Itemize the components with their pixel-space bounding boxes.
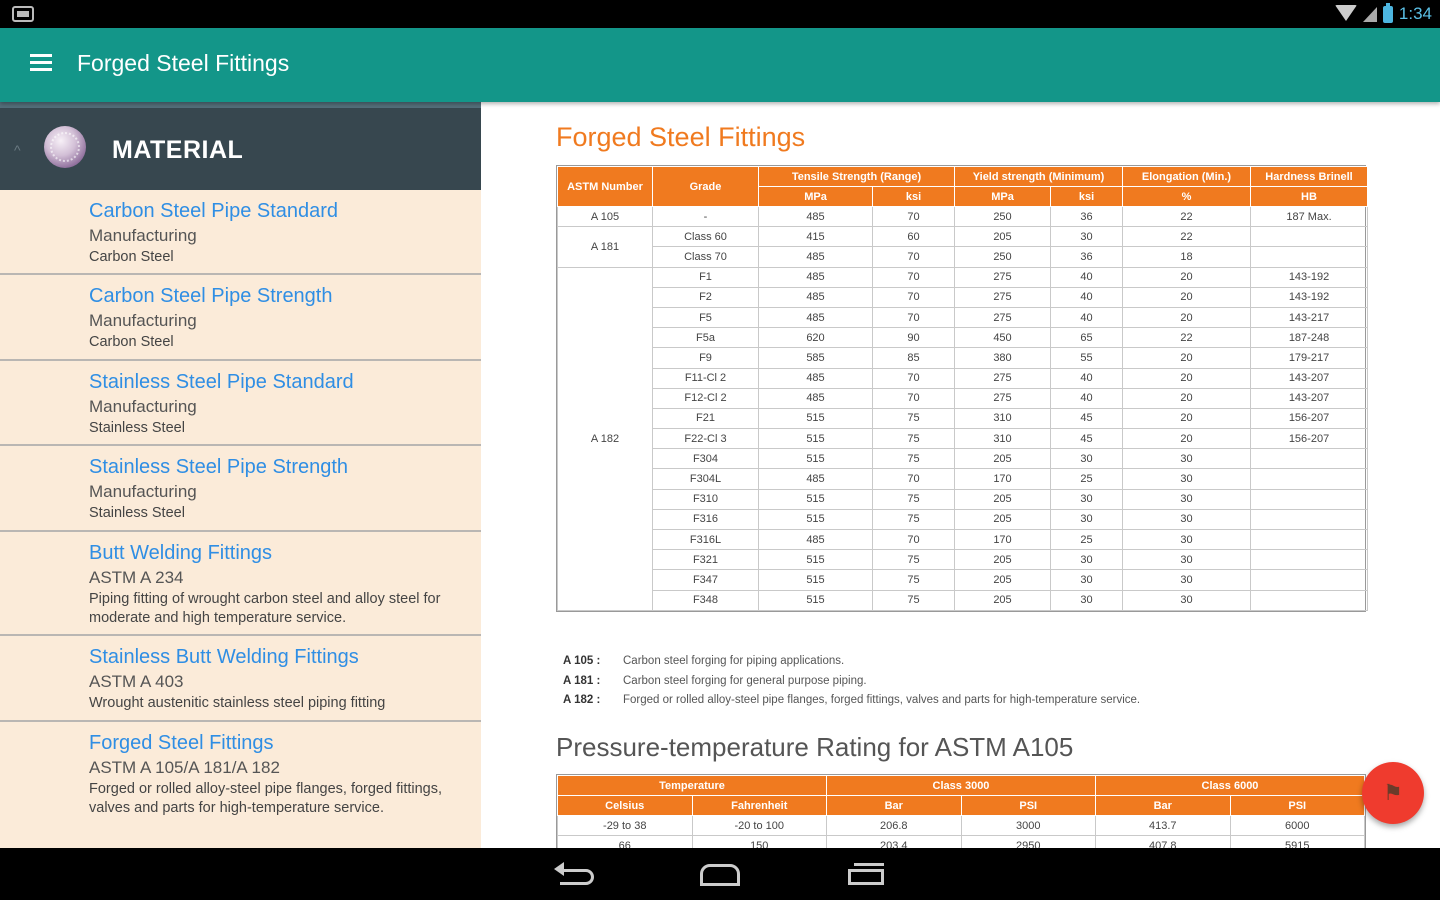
header-tensile-ksi: ksi — [873, 187, 955, 207]
cell-hb — [1251, 489, 1368, 509]
cell-t-ksi: 60 — [873, 227, 955, 247]
notes — [563, 652, 1140, 711]
table-row — [558, 368, 1368, 388]
table-row — [558, 489, 1368, 509]
cell-t-ksi: 70 — [873, 368, 955, 388]
note-text: Carbon steel forging for general purpose piping. — [623, 674, 867, 687]
cell: 2950 — [961, 836, 1096, 849]
cell-grade: F304 — [653, 449, 759, 469]
cell-t-ksi: 90 — [873, 328, 955, 348]
drawer-item[interactable] — [0, 446, 481, 532]
cell: 6000 — [1230, 816, 1365, 836]
cell-el: 22 — [1123, 328, 1251, 348]
cell-y-ksi: 40 — [1051, 368, 1123, 388]
cell-y-ksi: 40 — [1051, 388, 1123, 408]
drawer-item-subtitle: Manufacturing — [89, 226, 197, 245]
cell-y-ksi: 30 — [1051, 489, 1123, 509]
cell-y-mpa: 205 — [955, 509, 1051, 529]
table-row — [558, 469, 1368, 489]
hamburger-icon[interactable] — [30, 54, 52, 72]
astm-cell: A 181 — [558, 227, 653, 267]
cell-grade: F2 — [653, 287, 759, 307]
cell-hb — [1251, 530, 1368, 550]
header-grade: Grade — [653, 167, 759, 207]
cell-y-mpa: 310 — [955, 429, 1051, 449]
battery-icon — [1383, 6, 1393, 23]
cell-el: 20 — [1123, 368, 1251, 388]
cell-t-mpa: 515 — [759, 449, 873, 469]
drawer-item-detail: Carbon Steel — [89, 334, 174, 350]
material-logo-icon — [44, 126, 86, 168]
cell-t-ksi: 75 — [873, 449, 955, 469]
drawer-header-title: MATERIAL — [112, 136, 244, 164]
map-icon: ⚑ — [1383, 780, 1403, 805]
status-icons — [1335, 3, 1432, 25]
drawer-item-subtitle: Manufacturing — [89, 397, 197, 416]
drawer-item[interactable] — [0, 361, 481, 446]
navigation-bar — [0, 848, 1440, 900]
table-row — [558, 307, 1368, 327]
cell-t-mpa: 620 — [759, 328, 873, 348]
cell-hb — [1251, 509, 1368, 529]
recents-icon — [848, 869, 884, 885]
cell-grade: F5 — [653, 307, 759, 327]
cell-y-mpa: 250 — [955, 207, 1051, 227]
cell-grade: F348 — [653, 590, 759, 610]
drawer-item-subtitle: ASTM A 105/A 181/A 182 — [89, 758, 280, 777]
cell-el: 30 — [1123, 550, 1251, 570]
app-bar — [0, 28, 1440, 102]
cell-y-mpa: 205 — [955, 489, 1051, 509]
cell-hb — [1251, 550, 1368, 570]
table-row — [558, 550, 1368, 570]
cell-t-mpa: 515 — [759, 429, 873, 449]
cell-t-ksi: 75 — [873, 570, 955, 590]
cell-el: 30 — [1123, 449, 1251, 469]
cell-el: 30 — [1123, 489, 1251, 509]
header-class-6000: Class 6000 — [1096, 776, 1365, 796]
clock: 1:34 — [1398, 4, 1432, 23]
content-page — [481, 102, 1440, 848]
cell-y-ksi: 25 — [1051, 530, 1123, 550]
header-yield: Yield strength (Minimum) — [955, 167, 1123, 187]
cell-hb: 143-192 — [1251, 287, 1368, 307]
header-tensile: Tensile Strength (Range) — [759, 167, 955, 187]
cell-hb — [1251, 449, 1368, 469]
header-yield-mpa: MPa — [955, 187, 1051, 207]
cell-y-ksi: 55 — [1051, 348, 1123, 368]
cell-y-ksi: 45 — [1051, 429, 1123, 449]
cell-el: 20 — [1123, 307, 1251, 327]
drawer-item-subtitle: Manufacturing — [89, 482, 197, 501]
cell-grade: F316L — [653, 530, 759, 550]
cell-t-mpa: 485 — [759, 207, 873, 227]
cell-t-mpa: 585 — [759, 348, 873, 368]
map-fab-button[interactable] — [1362, 762, 1424, 824]
note-key: A 105 : — [563, 655, 601, 667]
header-temperature: Temperature — [558, 776, 827, 796]
status-bar — [0, 0, 1440, 28]
header-hardness-unit: HB — [1251, 187, 1368, 207]
cell-hb — [1251, 590, 1368, 610]
table-row — [558, 509, 1368, 529]
cell-el: 22 — [1123, 227, 1251, 247]
app-title: Forged Steel Fittings — [77, 50, 290, 76]
cell-y-mpa: 250 — [955, 247, 1051, 267]
drawer-item-detail: Carbon Steel — [89, 249, 174, 265]
header-bar-6000: Bar — [1096, 796, 1231, 816]
drawer-item-title: Forged Steel Fittings — [89, 732, 274, 754]
cell-grade: F316 — [653, 509, 759, 529]
cell-t-mpa: 515 — [759, 509, 873, 529]
cell-el: 30 — [1123, 570, 1251, 590]
note — [563, 691, 1140, 711]
header-elongation-unit: % — [1123, 187, 1251, 207]
table-row — [558, 570, 1368, 590]
table-row — [558, 530, 1368, 550]
cell: 3000 — [961, 816, 1096, 836]
cell-y-mpa: 380 — [955, 348, 1051, 368]
cell-hb — [1251, 570, 1368, 590]
cell-t-ksi: 75 — [873, 489, 955, 509]
cell-t-mpa: 415 — [759, 227, 873, 247]
cell-t-ksi: 70 — [873, 287, 955, 307]
cell-t-mpa: 485 — [759, 247, 873, 267]
cell-grade: F21 — [653, 408, 759, 428]
cell-y-ksi: 65 — [1051, 328, 1123, 348]
page-title: Forged Steel Fittings — [556, 122, 806, 152]
cell-t-ksi: 75 — [873, 408, 955, 428]
cell-y-mpa: 205 — [955, 570, 1051, 590]
header-tensile-mpa: MPa — [759, 187, 873, 207]
cell-y-mpa: 275 — [955, 388, 1051, 408]
note — [563, 652, 1140, 672]
table-body — [558, 207, 1368, 611]
cell-t-mpa: 485 — [759, 388, 873, 408]
cell-t-ksi: 75 — [873, 550, 955, 570]
drawer-item-subtitle: ASTM A 403 — [89, 672, 184, 691]
wifi-icon — [1335, 5, 1357, 21]
cell-grade: F9 — [653, 348, 759, 368]
cell-t-ksi: 70 — [873, 207, 955, 227]
cell-el: 18 — [1123, 247, 1251, 267]
cell-t-mpa: 515 — [759, 590, 873, 610]
table-row — [558, 449, 1368, 469]
header-astm: ASTM Number — [558, 167, 653, 207]
cell-grade: F304L — [653, 469, 759, 489]
drawer-item-detail: Forged or rolled alloy-steel pipe flanges, forged fittings, valves and parts for high-temperature service. — [89, 781, 443, 816]
cell-y-ksi: 40 — [1051, 267, 1123, 287]
table-row — [558, 207, 1368, 227]
cell: -29 to 38 — [558, 816, 693, 836]
note-text: Forged or rolled alloy-steel pipe flanges, forged fittings, valves and parts for high-temperature service. — [623, 694, 1141, 706]
cell-t-ksi: 70 — [873, 530, 955, 550]
drawer-header[interactable] — [0, 102, 481, 190]
cell-y-ksi: 36 — [1051, 207, 1123, 227]
cell-el: 20 — [1123, 267, 1251, 287]
cell-t-mpa: 515 — [759, 408, 873, 428]
cell-y-mpa: 275 — [955, 287, 1051, 307]
cell-el: 30 — [1123, 530, 1251, 550]
table-row — [558, 816, 1365, 836]
astm-cell: A 105 — [558, 207, 653, 227]
drawer-item-title: Carbon Steel Pipe Standard — [89, 200, 339, 222]
header-elongation: Elongation (Min.) — [1123, 167, 1251, 187]
cell-t-ksi: 70 — [873, 307, 955, 327]
cell-el: 30 — [1123, 590, 1251, 610]
back-button[interactable] — [546, 858, 606, 890]
cell-t-ksi: 85 — [873, 348, 955, 368]
cell-grade: F310 — [653, 489, 759, 509]
drawer-item-title: Stainless Butt Welding Fittings — [89, 646, 359, 668]
cell-y-ksi: 30 — [1051, 550, 1123, 570]
header-celsius: Celsius — [558, 796, 693, 816]
cell: 407.8 — [1096, 836, 1231, 849]
cell-y-mpa: 275 — [955, 267, 1051, 287]
cell-y-ksi: 30 — [1051, 449, 1123, 469]
drawer-item[interactable] — [0, 532, 481, 636]
cell: 5915 — [1230, 836, 1365, 849]
cell-hb — [1251, 227, 1368, 247]
cell-t-mpa: 485 — [759, 368, 873, 388]
cell-grade: F5a — [653, 328, 759, 348]
cell-el: 20 — [1123, 287, 1251, 307]
table-row — [558, 247, 1368, 267]
header-bar-3000: Bar — [827, 796, 962, 816]
cell-y-mpa: 170 — [955, 469, 1051, 489]
drawer-item[interactable] — [0, 275, 481, 361]
pressure-rating-table — [556, 774, 1366, 848]
cell-y-mpa: 275 — [955, 368, 1051, 388]
cell-t-mpa: 515 — [759, 489, 873, 509]
cell-y-mpa: 275 — [955, 307, 1051, 327]
cell-t-ksi: 70 — [873, 469, 955, 489]
cell-el: 20 — [1123, 408, 1251, 428]
cell-grade: F1 — [653, 267, 759, 287]
cell-t-mpa: 485 — [759, 267, 873, 287]
cell-hb: 187 Max. — [1251, 207, 1368, 227]
cell-t-ksi: 70 — [873, 247, 955, 267]
cell-hb — [1251, 469, 1368, 489]
table-row — [558, 388, 1368, 408]
drawer-item-detail: Stainless Steel — [89, 505, 185, 521]
cell-y-ksi: 36 — [1051, 247, 1123, 267]
drawer-item-subtitle: ASTM A 234 — [89, 568, 184, 587]
cell-el: 20 — [1123, 429, 1251, 449]
drawer-item-detail: Wrought austenitic stainless steel piping fitting — [89, 695, 386, 711]
home-button[interactable] — [690, 858, 750, 890]
cell: 66 — [558, 836, 693, 849]
drawer-item-detail: Stainless Steel — [89, 420, 185, 436]
note-key: A 182 : — [563, 694, 601, 706]
cell-t-mpa: 485 — [759, 307, 873, 327]
table-row — [558, 590, 1368, 610]
drawer-item-detail: Piping fitting of wrought carbon steel and alloy steel for moderate and high temperature service. — [89, 591, 441, 626]
cell-t-ksi: 75 — [873, 429, 955, 449]
cell-y-mpa: 205 — [955, 227, 1051, 247]
cell-grade: - — [653, 207, 759, 227]
table-row — [558, 408, 1368, 428]
astm-cell: A 182 — [558, 267, 653, 610]
drawer-item-title: Stainless Steel Pipe Strength — [89, 456, 349, 478]
header-hardness: Hardness Brinell — [1251, 167, 1368, 187]
properties-table — [556, 165, 1366, 612]
home-icon — [700, 864, 740, 886]
header-yield-ksi: ksi — [1051, 187, 1123, 207]
cell-hb — [1251, 247, 1368, 267]
cell-t-ksi: 75 — [873, 590, 955, 610]
cell-hb: 179-217 — [1251, 348, 1368, 368]
cell-grade: F12-Cl 2 — [653, 388, 759, 408]
cell-el: 20 — [1123, 348, 1251, 368]
navigation-drawer — [0, 102, 481, 848]
cell-grade: F321 — [653, 550, 759, 570]
section-title: Pressure-temperature Rating for ASTM A105 — [556, 732, 1074, 762]
cell: 413.7 — [1096, 816, 1231, 836]
cell-hb: 143-192 — [1251, 267, 1368, 287]
cell-t-ksi: 75 — [873, 509, 955, 529]
cell-t-mpa: 515 — [759, 570, 873, 590]
cell-y-ksi: 25 — [1051, 469, 1123, 489]
table-row — [558, 836, 1365, 849]
cell-hb: 143-207 — [1251, 368, 1368, 388]
header-class-3000: Class 3000 — [827, 776, 1096, 796]
cell-el: 30 — [1123, 469, 1251, 489]
table-row — [558, 287, 1368, 307]
header-fahrenheit: Fahrenheit — [692, 796, 827, 816]
cell-y-mpa: 170 — [955, 530, 1051, 550]
header-psi-3000: PSI — [961, 796, 1096, 816]
cell-y-ksi: 40 — [1051, 307, 1123, 327]
cell-y-ksi: 30 — [1051, 509, 1123, 529]
drawer-item-title: Stainless Steel Pipe Standard — [89, 371, 354, 393]
cell-el: 22 — [1123, 207, 1251, 227]
cell-hb: 187-248 — [1251, 328, 1368, 348]
drawer-item[interactable] — [0, 722, 481, 848]
cell-el: 30 — [1123, 509, 1251, 529]
note — [563, 672, 1140, 692]
cell-t-mpa: 485 — [759, 530, 873, 550]
chevron-up-icon: ^ — [14, 142, 21, 158]
cell-t-mpa: 515 — [759, 550, 873, 570]
cell-grade: F11-Cl 2 — [653, 368, 759, 388]
recents-button[interactable] — [836, 858, 896, 890]
cell-y-ksi: 30 — [1051, 570, 1123, 590]
notification-icon — [12, 6, 34, 22]
back-icon — [560, 869, 594, 885]
cell-grade: F347 — [653, 570, 759, 590]
cell: 203.4 — [827, 836, 962, 849]
drawer-item-subtitle: Manufacturing — [89, 311, 197, 330]
header-psi-6000: PSI — [1230, 796, 1365, 816]
cell-hb: 156-207 — [1251, 408, 1368, 428]
cell-y-ksi: 45 — [1051, 408, 1123, 428]
cell: -20 to 100 — [692, 816, 827, 836]
cell-y-ksi: 30 — [1051, 227, 1123, 247]
signal-icon — [1363, 7, 1377, 22]
table-row — [558, 328, 1368, 348]
cell-y-mpa: 205 — [955, 449, 1051, 469]
table-row — [558, 348, 1368, 368]
cell-y-mpa: 205 — [955, 590, 1051, 610]
cell: 150 — [692, 836, 827, 849]
cell-grade: Class 70 — [653, 247, 759, 267]
cell-grade: Class 60 — [653, 227, 759, 247]
cell-y-mpa: 450 — [955, 328, 1051, 348]
table-row — [558, 267, 1368, 287]
cell-grade: F22-Cl 3 — [653, 429, 759, 449]
cell-t-ksi: 70 — [873, 388, 955, 408]
cell-hb: 143-207 — [1251, 388, 1368, 408]
table-row — [558, 429, 1368, 449]
cell-t-ksi: 70 — [873, 267, 955, 287]
note-key: A 181 : — [563, 674, 601, 687]
drawer-item[interactable] — [0, 636, 481, 722]
cell-y-mpa: 310 — [955, 408, 1051, 428]
cell-hb: 156-207 — [1251, 429, 1368, 449]
note-text: Carbon steel forging for piping applications. — [623, 655, 845, 667]
cell-y-ksi: 40 — [1051, 287, 1123, 307]
drawer-item-title: Butt Welding Fittings — [89, 542, 273, 564]
cell-t-mpa: 485 — [759, 287, 873, 307]
cell-t-mpa: 485 — [759, 469, 873, 489]
table-row — [558, 227, 1368, 247]
drawer-item[interactable] — [0, 190, 481, 275]
cell-y-mpa: 205 — [955, 550, 1051, 570]
cell-hb: 143-217 — [1251, 307, 1368, 327]
cell-y-ksi: 30 — [1051, 590, 1123, 610]
cell-el: 20 — [1123, 388, 1251, 408]
drawer-item-title: Carbon Steel Pipe Strength — [89, 285, 333, 307]
cell: 206.8 — [827, 816, 962, 836]
